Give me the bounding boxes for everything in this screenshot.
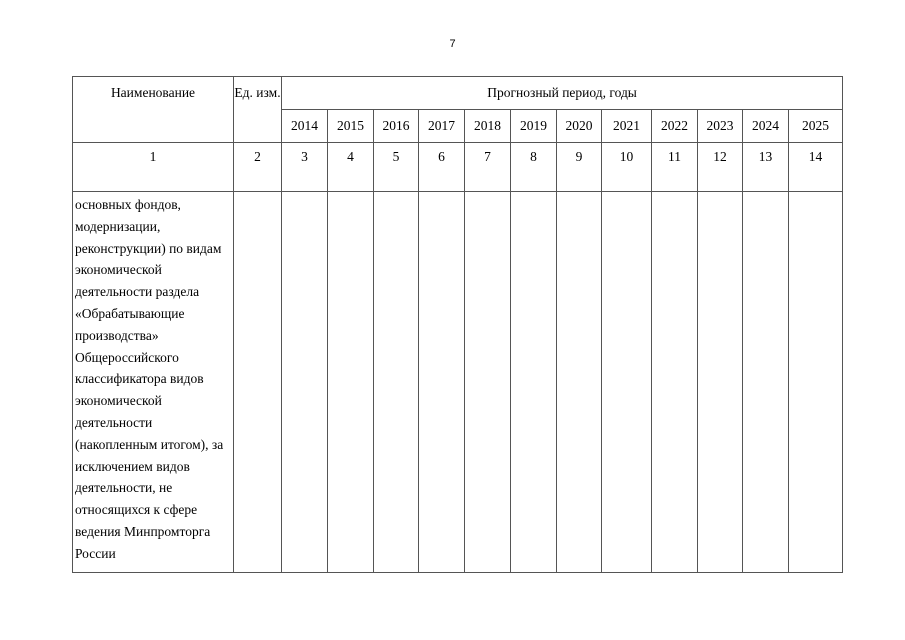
forecast-table [72, 76, 843, 573]
value-cell [698, 192, 743, 573]
value-cell [328, 192, 374, 573]
column-number-cell: 11 [652, 143, 698, 192]
header-period-cell: Прогнозный период, годы [282, 77, 843, 110]
header-name-cell: Наименование [73, 77, 234, 143]
header-year-cell: 2015 [328, 110, 374, 143]
column-number-cell: 12 [698, 143, 743, 192]
header-year-cell: 2017 [419, 110, 465, 143]
column-number-cell: 7 [465, 143, 511, 192]
value-cell [557, 192, 602, 573]
header-row-top [73, 77, 843, 110]
column-number-cell: 13 [743, 143, 789, 192]
row-unit-cell [234, 192, 282, 573]
column-number-cell: 4 [328, 143, 374, 192]
column-number-cell: 1 [73, 143, 234, 192]
header-year-cell: 2014 [282, 110, 328, 143]
column-number-cell: 8 [511, 143, 557, 192]
column-number-cell: 5 [374, 143, 419, 192]
value-cell [374, 192, 419, 573]
column-numbers-row [73, 143, 843, 192]
value-cell [282, 192, 328, 573]
column-number-cell: 3 [282, 143, 328, 192]
value-cell [511, 192, 557, 573]
column-number-cell: 2 [234, 143, 282, 192]
header-year-cell: 2018 [465, 110, 511, 143]
column-number-cell: 6 [419, 143, 465, 192]
table-row [73, 192, 843, 573]
value-cell [419, 192, 465, 573]
header-year-cell: 2022 [652, 110, 698, 143]
page-number: 7 [449, 38, 456, 50]
value-cell [789, 192, 843, 573]
value-cell [465, 192, 511, 573]
header-year-cell: 2021 [602, 110, 652, 143]
header-year-cell: 2024 [743, 110, 789, 143]
header-year-cell: 2020 [557, 110, 602, 143]
column-number-cell: 10 [602, 143, 652, 192]
value-cell [652, 192, 698, 573]
column-number-cell: 14 [789, 143, 843, 192]
header-unit-cell: Ед. изм. [234, 77, 282, 143]
header-year-cell: 2016 [374, 110, 419, 143]
column-number-cell: 9 [557, 143, 602, 192]
header-year-cell: 2023 [698, 110, 743, 143]
value-cell [602, 192, 652, 573]
header-year-cell: 2019 [511, 110, 557, 143]
header-year-cell: 2025 [789, 110, 843, 143]
value-cell [743, 192, 789, 573]
row-name-cell: основных фондов, модернизации, реконструкции) по видам экономической деятельности раздела «Обрабатывающие производства» Общероссийского классификатора видов экономической деятельности (накопленным итогом), за исключением видов деятельности, не относящихся к сфере ведения Минпромторга России [73, 192, 234, 573]
